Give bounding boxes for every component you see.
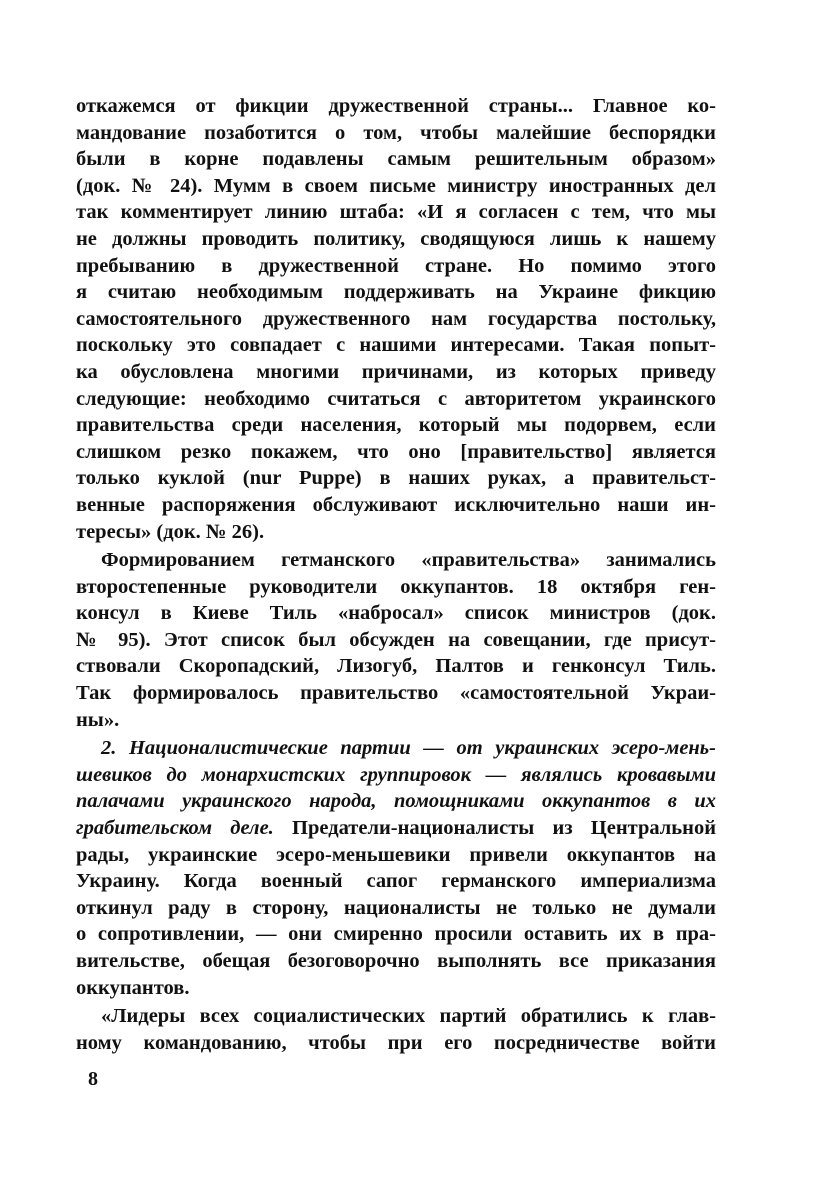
text-line: откажемся от фикции дружественной страны... Главное ко- xyxy=(76,95,716,117)
text-line: пребыванию в дружественной стране. Но помимо этого xyxy=(76,254,716,277)
text-line: не должны проводить политику, сводящуюся лишь к нашему xyxy=(76,227,716,250)
text-line: ствовали Скоропадский, Лизогуб, Палтов и генконсул Тиль. xyxy=(76,655,716,678)
text-line: ка обусловлена многими причинами, из которых приведу xyxy=(76,360,716,383)
text-line: № 95). Этот список был обсужден на совещании, где присут- xyxy=(76,628,716,651)
text-line: я считаю необходимым поддерживать на Украине фикцию xyxy=(76,281,716,304)
text-line: правительства среди населения, который мы подорвем, если xyxy=(76,414,716,437)
text-line: оккупантов. xyxy=(76,976,190,999)
text-line: о сопротивлении, — они смиренно просили оставить их в пра- xyxy=(76,923,716,946)
regular-fragment: Предатели-националисты из Центральной xyxy=(273,817,716,840)
text-line: рады, украинские эсеро-меньшевики привели оккупантов на xyxy=(76,843,716,866)
text-line: откинул раду в сторону, националисты не только не думали xyxy=(76,896,716,919)
text-line: вительстве, обещая безоговорочно выполнять все приказания xyxy=(76,950,716,972)
paragraph-3 xyxy=(76,735,716,1001)
paragraph-2 xyxy=(76,547,716,733)
paragraph-4 xyxy=(76,1003,716,1056)
text-line: Так формировалось правительство «самостоятельной Украи- xyxy=(76,682,716,705)
text-line: самостоятельного дружественного нам государства постольку, xyxy=(76,307,716,330)
text-line: консул в Киеве Тиль «набросал» список министров (док. xyxy=(76,602,716,625)
text-line: поскольку это совпадает с нашими интересами. Такая попыт- xyxy=(76,334,716,357)
text-line: венные распоряжения обслуживают исключительно наши ин- xyxy=(76,493,716,516)
text-line: только куклой (nur Puppe) в наших руках, а правительст- xyxy=(76,467,716,490)
paragraph-1 xyxy=(76,93,716,545)
body-text xyxy=(76,93,716,1056)
text-line: слишком резко покажем, что оно [правительство] является xyxy=(76,440,716,463)
italic-fragment: грабительском деле. xyxy=(76,817,274,840)
text-line: мандование позаботится о том, чтобы малейшие беспорядки xyxy=(76,121,716,144)
page-number: 8 xyxy=(88,1068,98,1090)
text-line: были в корне подавлены самым решительным образом» xyxy=(76,148,716,171)
text-line: ному командованию, чтобы при его посредничестве войти xyxy=(76,1031,716,1054)
text-line: Украину. Когда военный сапог германского империализма xyxy=(76,870,716,893)
text-line: так комментирует линию штаба: «И я согласен с тем, что мы xyxy=(76,201,716,224)
text-line: ны». xyxy=(76,708,120,731)
text-line: тересы» (док. № 26). xyxy=(76,520,265,543)
text-line: Формированием гетманского «правительства» занимались xyxy=(101,549,716,572)
italic-text-line: 2. Националистические партии — от украинских эсеро-мень- xyxy=(101,737,716,760)
mixed-text-line xyxy=(76,815,716,842)
text-line: следующие: необходимо считаться с авторитетом украинского xyxy=(76,387,716,410)
text-line: «Лидеры всех социалистических партий обратились к глав- xyxy=(101,1005,716,1028)
italic-text-line: палачами украинского народа, помощниками оккупантов в их xyxy=(76,790,716,813)
italic-text-line: шевиков до монархистских группировок — являлись кровавыми xyxy=(76,763,716,786)
text-line: второстепенные руководители оккупантов. 18 октября ген- xyxy=(76,575,716,598)
text-line: (док. № 24). Мумм в своем письме министру иностранных дел xyxy=(76,174,716,197)
